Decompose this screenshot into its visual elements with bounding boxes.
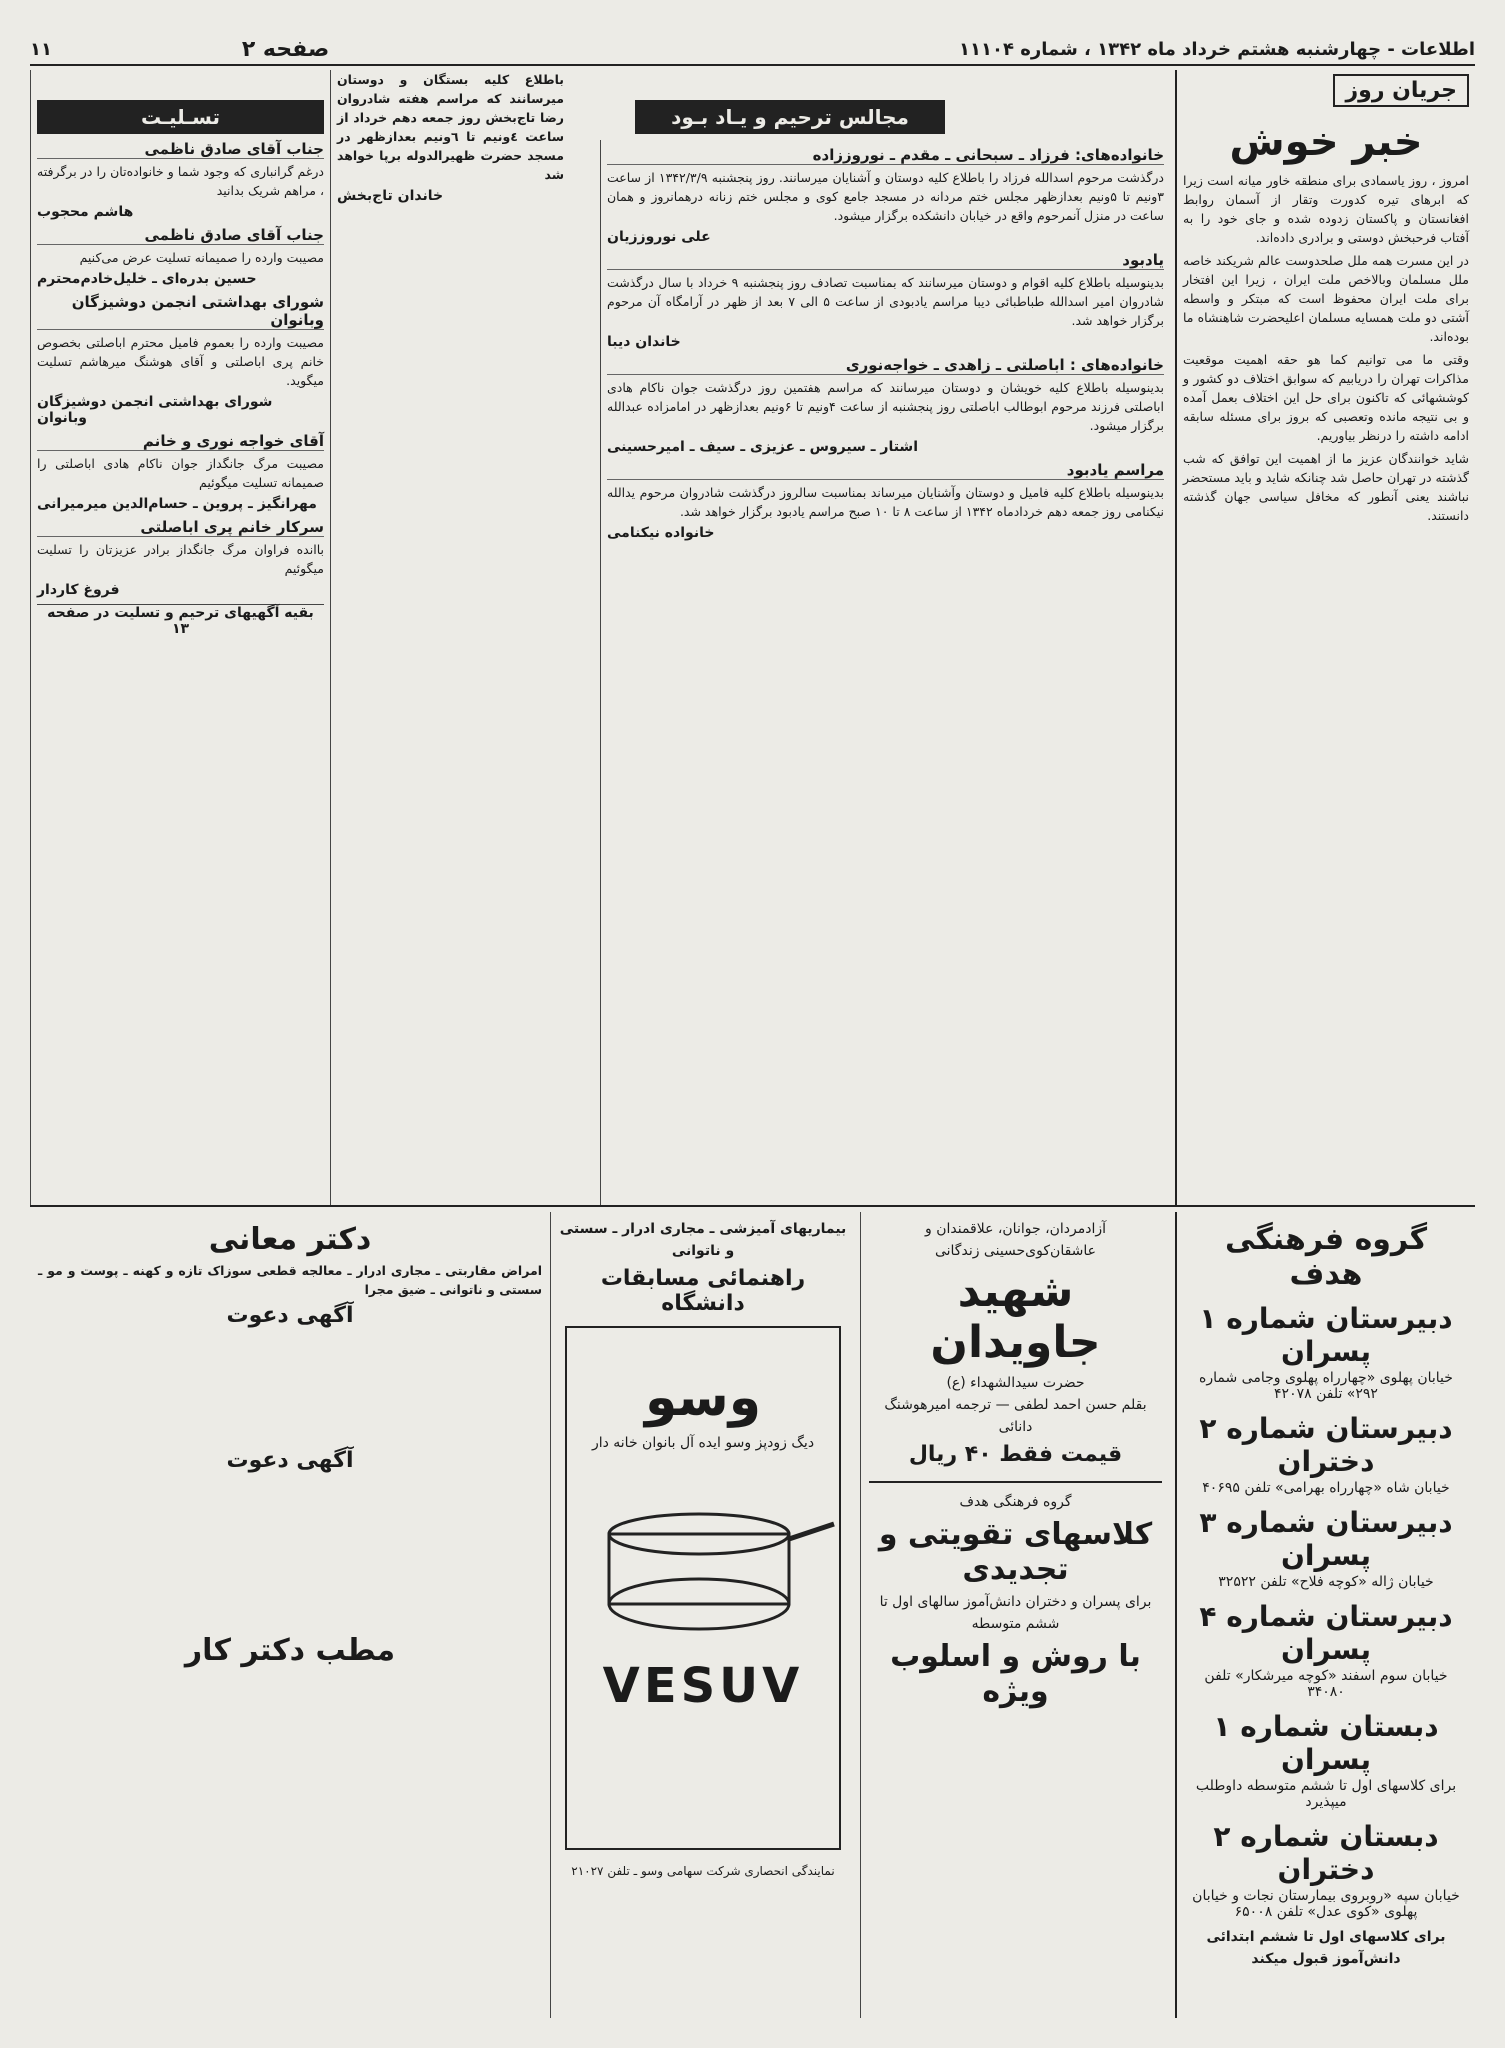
condolence-block-sig: خاندان تاج‌بخش <box>337 188 444 204</box>
mourning-block-sig: خانواده نیکنامی <box>607 525 715 541</box>
condolence-footer: بقیه آگهیهای ترحیم و تسلیت در صفحه ۱۳ <box>37 604 324 637</box>
school-name: دبیرستان شماره ۲ دختران <box>1199 1412 1453 1478</box>
news-paragraph: وقتی ما می توانیم کما هو حقه اهمیت موقعیت مذاکرات تهران را دریابیم که سوابق اختلاف دو کشور و کوششهائی که تاکنون برای حل این اختلاف بعمل آمده و بی نتیجه مانده وتعصبی که بروز برای مسئله سابقه ادامه داشته را درنظر بیاوریم. <box>1183 352 1469 443</box>
news-paragraph: شاید خوانندگان عزیز ما از اهمیت این توافق که شب گذشته در تهران حاصل شد چنانکه شاید و باید مستحضر نباشند یعنی آنطور که مخافل سیاسی جهان گذشته دانستند. <box>1183 451 1469 523</box>
book-price: قیمت فقط ۴۰ ریال <box>908 1442 1123 1467</box>
school-address: خیابان سوم اسفند «کوچه میرشکار» تلفن ۳۴۰۸۰ <box>1204 1668 1448 1700</box>
condolence-block-body: مصیبت وارده را بعموم فامیل محترم اباصلتی بخصوص خانم پری اباصلتی و آقای هوشنگ میرهاشم تسلیت میگوید. <box>37 335 324 388</box>
section-divider <box>30 1205 1475 1207</box>
doctor-body: امراض مقاربتی ـ مجاری ادرار ـ معالجه قطعی سوزاک تازه و کهنه ـ پوست و مو ـ سستی و ناتوانی ـ ضیق مجرا <box>38 1263 542 1297</box>
ad-divider <box>869 1481 1162 1483</box>
doctor-title: دکتر معانی <box>208 1222 372 1257</box>
condolence-block-head: باطلاع کلیه بستگان و دوستان میرسانند که مراسم هفته شادروان رضا تاج‌بخش روز جمعه دهم خرداد از ساعت ٤ونیم تا ٦ونیم بعدازظهر در مسجد حضرت ظهیرالدوله برپا خواهد شد <box>337 72 565 182</box>
school-group-ad <box>1175 1212 1475 2018</box>
vesuv-brand-fa: وسو <box>644 1368 762 1428</box>
book-intro: آزادمردان، جوانان، علاقمندان و عاشقان‌کوی‌حسینی زندگانی <box>924 1221 1106 1259</box>
vesuv-brand-latin: VESUV <box>602 1658 804 1714</box>
condolence-block-head: جناب آقای صادق ناظمی <box>37 226 324 245</box>
book-and-tutoring-ads <box>860 1212 1170 2018</box>
mourning-block-sig: اشتار ـ سیروس ـ عزیزی ـ سیف ـ امیرحسینی <box>607 439 918 455</box>
mourning-banner: مجالس ترحیم و یـاد بـود <box>635 100 945 134</box>
tutoring-title: کلاسهای تقویتی و تجدیدی <box>878 1517 1153 1587</box>
condolence-column <box>30 70 330 1205</box>
news-tag: جریان روز <box>1333 74 1469 107</box>
mourning-block-body: بدینوسیله باطلاع کلیه خویشان و دوستان میرسانند که مراسم هفتمین روز درگذشت جوان ناکام هادی اباصلتی فرزند مرحوم ابوطالب اباصلتی روز پنجشنبه از ساعت ۴ونیم تا ۶ونیم بعدازظهر در امامزاده عبدالله برگزار میشود. <box>607 380 1165 433</box>
cooker-body <box>609 1534 789 1604</box>
mourning-block-sig: خاندان دیبا <box>607 334 681 350</box>
school-address: خیابان سپه «روبروی بیمارستان نجات و خیابان پهلوی «کوی عدل» تلفن ۶۵۰۰۸ <box>1192 1888 1460 1920</box>
condolence-block-head: آقای خواجه نوری و خانم <box>37 432 324 451</box>
vesuv-ad <box>550 1212 855 2018</box>
school-name: دبیرستان شماره ۱ پسران <box>1199 1302 1453 1368</box>
news-paragraph: امروز ، روز یاسمادی برای منطقه خاور میانه است زیرا که ابرهای تیره کدورت وتقار از آسمان روابط افغانستان و پاکستان زدوده شده و جای خود را به آفتاب فرحبخش دوستی و برادری داده‌اند. <box>1183 173 1469 245</box>
news-paragraph: در این مسرت همه ملل صلحدوست عالم شریکند خاصه ملل مسلمان وبالاخص ملت ایران ، زیرا این افتخار برای ملت ایران محفوظ است که مبتکر و واسطه آشتی دو ملت همسایه مسلمان اعلیحضرت شاهنشاه ما بوده‌اند. <box>1183 253 1469 344</box>
school-name: دبیرستان شماره ۳ پسران <box>1199 1506 1453 1572</box>
condolence-block-body: مصیبت مرگ جانگداز جوان ناکام هادی اباصلتی را صمیمانه تسلیت میگوئیم <box>37 456 324 490</box>
condolence-block-sig: فروغ کاردار <box>37 582 120 598</box>
notice-title: آگهی دعوت <box>226 1303 354 1328</box>
news-column <box>1175 70 1475 1205</box>
mourning-block-head: مراسم یادبود <box>607 461 1164 480</box>
tutoring-sub: برای پسران و دختران دانش‌آموز سالهای اول تا ششم متوسطه <box>879 1594 1152 1632</box>
school-group-note: برای کلاسهای اول تا ششم ابتدائی دانش‌آموز قبول میکند <box>1206 1929 1446 1967</box>
news-headline: خبر خوش <box>1229 119 1423 165</box>
mourning-block-head: یادبود <box>607 251 1164 270</box>
tutoring-method: با روش و اسلوب ویژه <box>890 1639 1141 1709</box>
mourning-block-sig: علی نوروززیان <box>607 229 711 245</box>
vesuv-slogan: دیگ زودپز وسو ایده آل بانوان خانه دار <box>591 1435 815 1451</box>
cooker-handle <box>789 1524 834 1539</box>
clinic-title: مطب دکتر کار <box>184 1633 396 1668</box>
pressure-cooker-illustration <box>559 1454 839 1654</box>
notice-title: آگهی دعوت <box>226 1448 354 1473</box>
tutoring-group: گروه فرهنگی هدف <box>959 1494 1072 1510</box>
mourning-block-body: بدینوسیله باطلاع کلیه فامیل و دوستان وآشنایان میرساند بمناسبت سالروز درگذشت شادروان مرحوم یدالله نیکنامی روز جمعه دهم خردادماه ۱۳۴۲ از ساعت ۸ تا ۱۰ صبح مراسم یادبود برگزار خواهد شد. <box>607 485 1164 519</box>
condolence-block-sig: حسین بدره‌ای ـ خلیل‌خادم‌محترم <box>37 271 257 287</box>
school-address: خیابان پهلوی «چهارراه پهلوی وجامی شماره ۲۹۲» تلفن ۴۲۰۷۸ <box>1199 1370 1453 1402</box>
book-subtitle: حضرت سیدالشهداء (ع) <box>946 1375 1085 1391</box>
condolence-block-body: مصیبت وارده را صمیمانه تسلیت عرض می‌کنیم <box>79 250 324 265</box>
page-label: صفحه ۲ <box>241 36 330 62</box>
condolence-block-body: باانده فراوان مرگ جانگداز برادر عزیزتان را تسلیت میگوئیم <box>37 542 324 576</box>
vesuv-footer: نمایندگی انحصاری شرکت سهامی وسو ـ تلفن ۲۱۰۲۷ <box>571 1864 835 1878</box>
vesuv-box <box>565 1326 841 1850</box>
condolence-block-sig: مهرانگیز ـ پروین ـ حسام‌الدین میرمیرانی <box>37 496 317 512</box>
school-address: خیابان ژاله «کوچه فلاح» تلفن ۳۲۵۲۲ <box>1218 1574 1434 1590</box>
masthead <box>30 34 1475 66</box>
university-top: بیماریهای آمیزشی ـ مجاری ادرار ـ سستی و ناتوانی <box>559 1221 847 1259</box>
mourning-block-body: بدینوسیله باطلاع کلیه اقوام و دوستان میرسانند که بمناسبت تصادف روز پنجشنبه ۹ خرداد با سال درگذشت شادروان امیر اسدالله طباطبائی دیبا مراسم یادبودی از ساعت ۵ الی ۷ بعد از ظهر در آرامگاه آن مرحوم برگزار خواهد شد. <box>607 275 1165 328</box>
mourning-block-body: درگذشت مرحوم اسدالله فرزاد را باطلاع کلیه دوستان و آشنایان میرسانند. روز پنجشنبه ۱۳۴۲/۳/۹ از ساعت ۳ونیم تا ۵ونیم بعدازظهر مجلس ختم مردانه در مسجد جامع کوی و مجلس ختم زنانه درهمانروز و همان ساعت در منزل آنمرحوم واقع در خیابان دانشکده برگزار میشود. <box>607 170 1164 223</box>
condolence-column-2 <box>330 70 570 1205</box>
condolence-block-sig: شورای بهداشتی انجمن دوشیزگان وبانوان <box>37 394 273 426</box>
condolence-banner: تسـلیـت <box>37 100 324 134</box>
book-authors: بقلم حسن احمد لطفی — ترجمه امیرهوشنگ دانائی <box>884 1397 1147 1435</box>
university-title: راهنمائی مسابقات دانشگاه <box>600 1266 806 1316</box>
mourning-block-head: خانواده‌های : اباصلتی ـ زاهدی ـ خواجه‌نوری <box>607 356 1164 375</box>
condolence-block-head: سرکار خانم پری اباصلتی <box>37 518 324 537</box>
issue-line: اطلاعات - چهارشنبه هشتم خرداد ماه ۱۳۴۲ ، شماره ۱۱۱۰۴ <box>959 38 1475 60</box>
school-group-title: گروه فرهنگی هدف <box>1224 1222 1428 1292</box>
school-name: دبیرستان شماره ۴ پسران <box>1199 1600 1453 1666</box>
school-name: دبستان شماره ۲ دختران <box>1213 1820 1439 1886</box>
left-number: ۱۱ <box>30 38 52 60</box>
school-address: برای کلاسهای اول تا ششم متوسطه داوطلب میپذیرد <box>1195 1778 1457 1810</box>
book-title: شهید جاویدان <box>930 1266 1101 1368</box>
mourning-block-head: خانواده‌های: فرزاد ـ سبحانی ـ مقدم ـ نوروززاده <box>607 146 1164 165</box>
school-address: خیابان شاه «چهارراه بهرامی» تلفن ۴۰۶۹۵ <box>1202 1480 1450 1496</box>
condolence-block-head: شورای بهداشتی انجمن دوشیزگان وبانوان <box>37 293 324 330</box>
condolence-block-head: جناب آقای صادق ناظمی <box>37 140 324 159</box>
school-name: دبستان شماره ۱ پسران <box>1213 1710 1439 1776</box>
doctor-ads <box>30 1212 550 2018</box>
condolence-block-sig: هاشم محجوب <box>37 204 134 220</box>
mourning-column <box>600 140 1170 1205</box>
condolence-block-body: درغم گرانباری که وجود شما و خانواده‌تان را در برگرفته ، مراهم شریک بدانید <box>37 164 324 198</box>
